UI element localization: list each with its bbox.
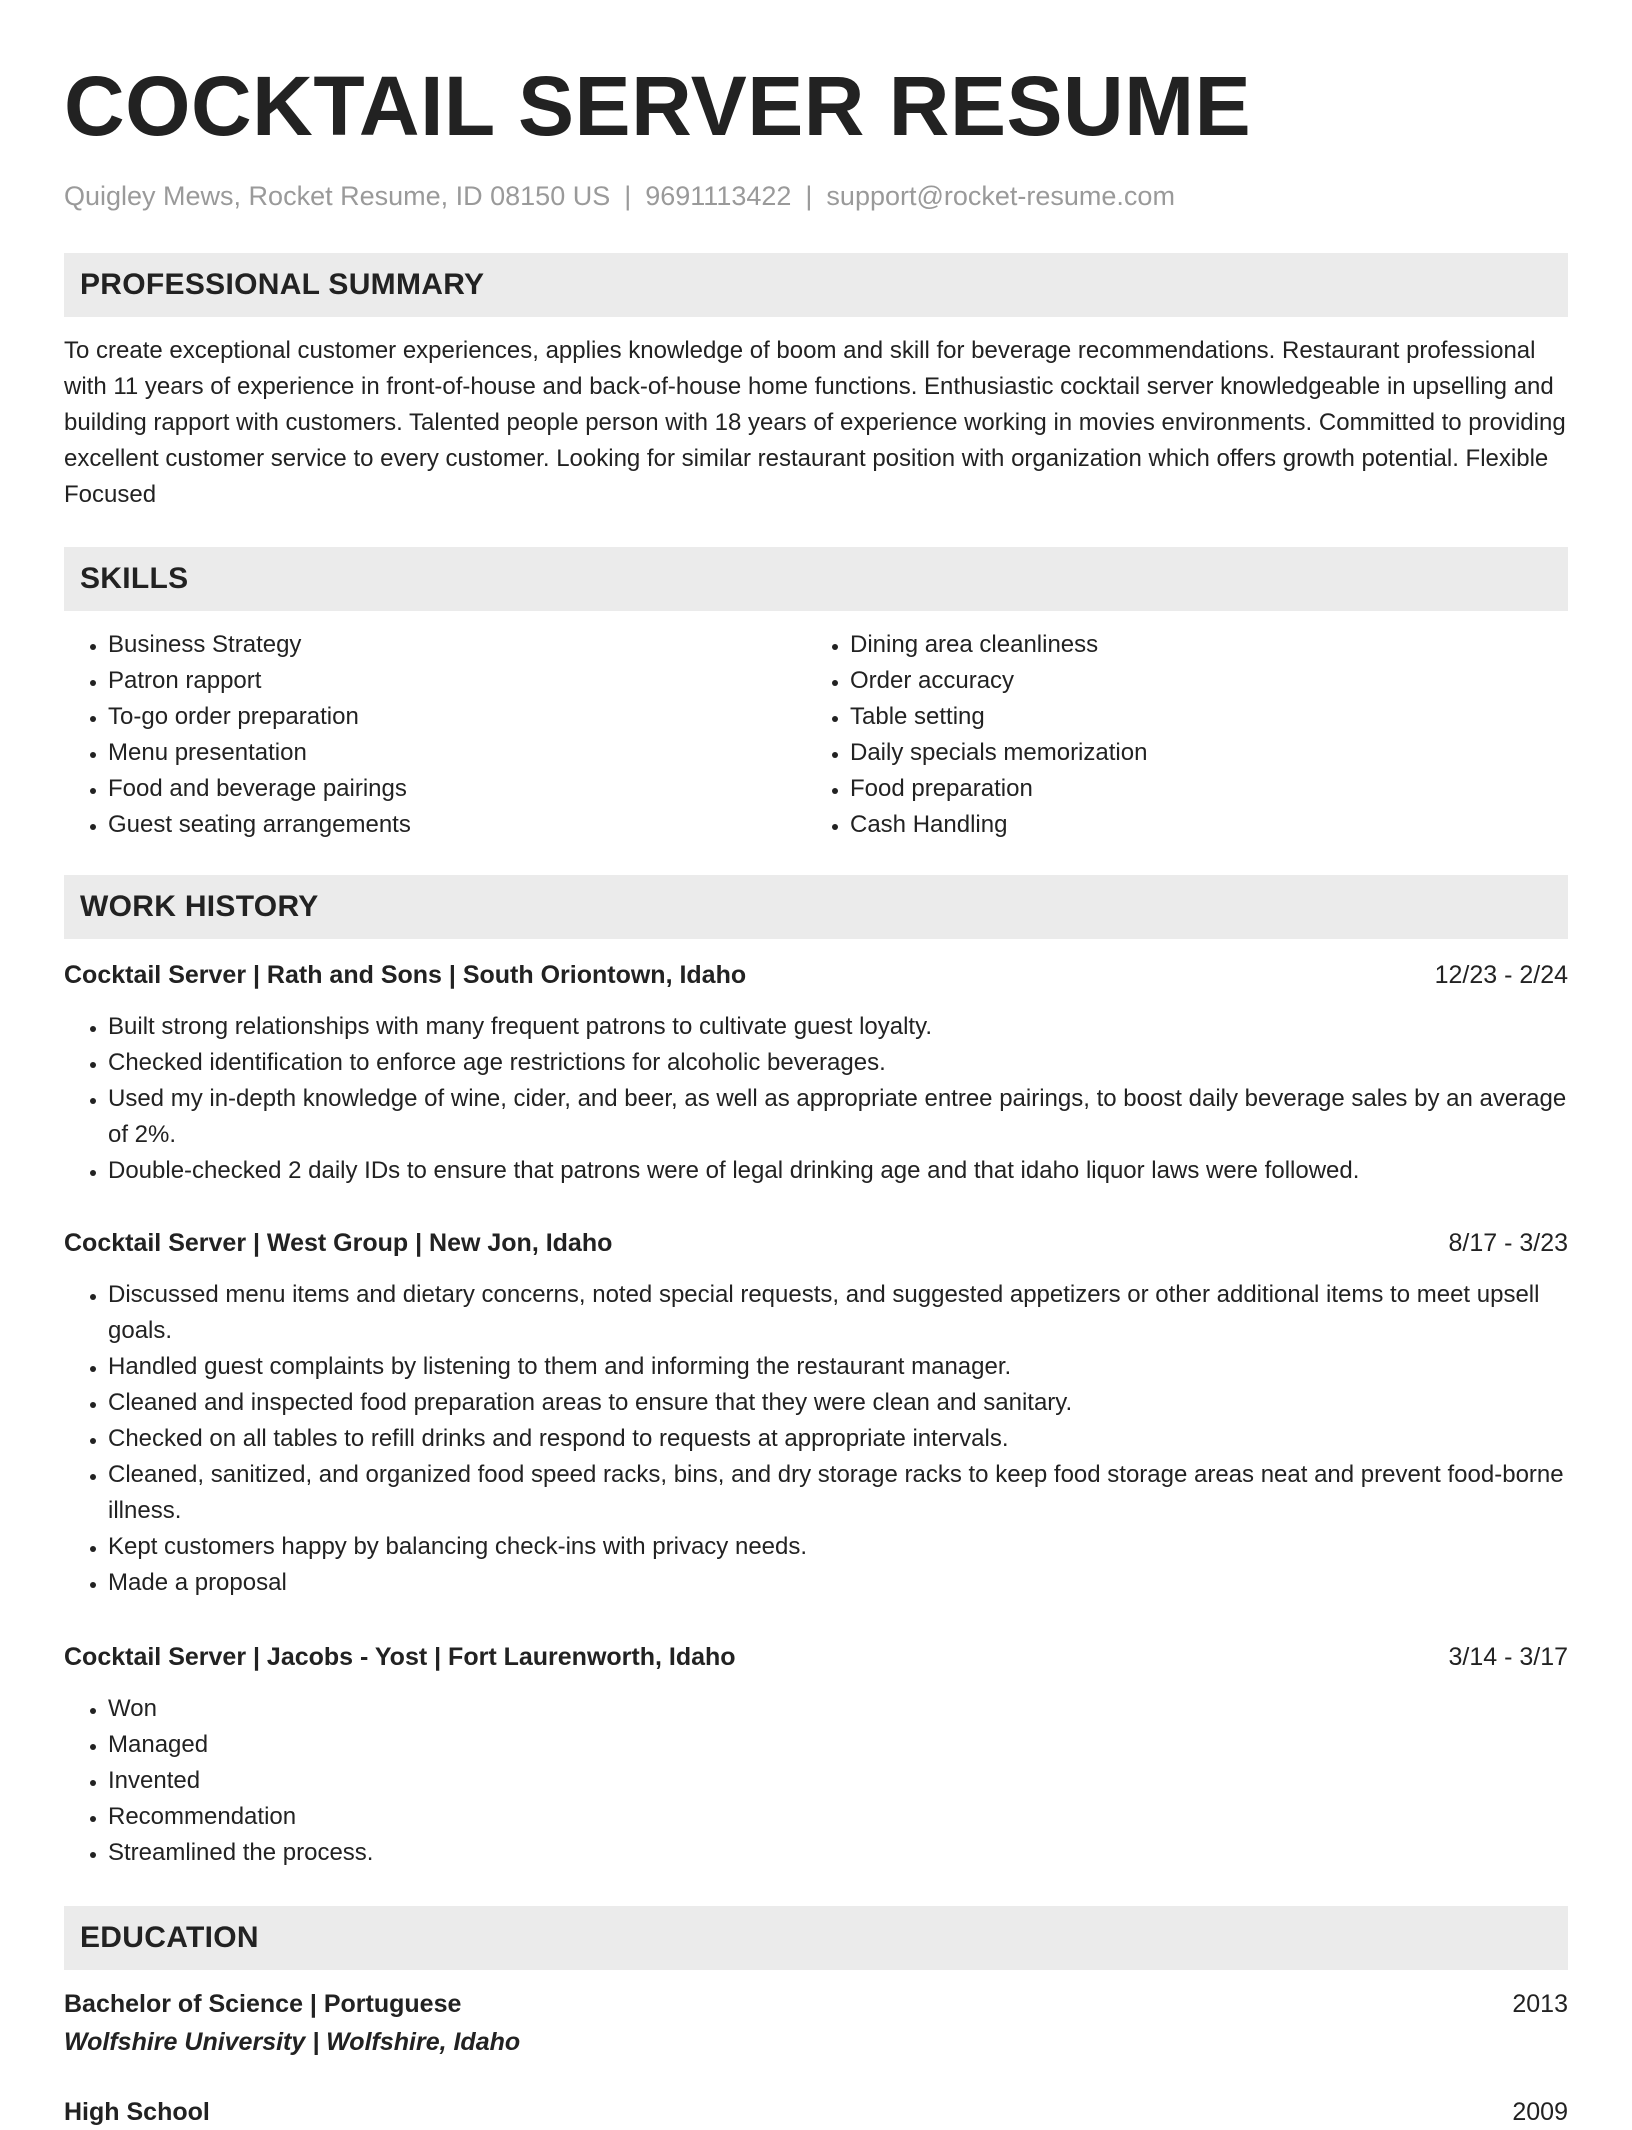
education-section-header <box>64 1906 1568 1970</box>
skill-item: • Menu presentation <box>108 735 806 771</box>
skill-item: • Order accuracy <box>850 663 1548 699</box>
education-header <box>64 1986 1568 2022</box>
skill-item: • Guest seating arrangements <box>108 807 806 843</box>
summary-section-header <box>64 253 1568 317</box>
work-section-header <box>64 875 1568 939</box>
contact-separator: | <box>805 181 813 211</box>
education-degree: Bachelor of Science | Portuguese <box>64 1990 462 2018</box>
summary-section <box>64 333 1568 513</box>
job-entry <box>64 957 1568 1189</box>
job-bullet: • Checked on all tables to refill drinks and respond to requests at appropriate intervals. <box>108 1421 1568 1457</box>
education-heading: EDUCATION <box>80 1921 259 1954</box>
job-bullets <box>64 1277 1568 1601</box>
skill-item: • Table setting <box>850 699 1548 735</box>
work-heading: WORK HISTORY <box>80 890 319 923</box>
job-dates: 8/17 - 3/23 <box>1448 1229 1568 1257</box>
education-year: 2009 <box>1512 2098 1568 2126</box>
job-bullets <box>64 1691 1568 1871</box>
skill-item: • Food and beverage pairings <box>108 771 806 807</box>
job-bullet: • Cleaned and inspected food preparation areas to ensure that they were clean and sanitary. <box>108 1385 1568 1421</box>
education-year: 2013 <box>1512 1990 1568 2018</box>
contact-phone: 9691113422 <box>645 181 792 211</box>
job-header <box>64 1639 1568 1675</box>
summary-text: To create exceptional customer experiences, applies knowledge of boom and skill for beverage recommendations. Restaurant professional with 11 years of experience in front-of-house and back-of-house home functions. Enthusiastic cocktail server knowledgeable in upselling and building rapport with customers. Talented people person with 18 years of experience working in movies environments. Committed to providing excellent customer service to every customer. Looking for similar restaurant position with organization which offers growth potential. Flexible Focused <box>64 337 1566 508</box>
skill-item: • Cash Handling <box>850 807 1548 843</box>
education-entry <box>64 2094 1568 2130</box>
job-bullet: • Made a proposal <box>108 1565 1568 1601</box>
job-bullet: • Double-checked 2 daily IDs to ensure that patrons were of legal drinking age and that idaho liquor laws were followed. <box>108 1153 1568 1189</box>
skill-item: • Dining area cleanliness <box>850 627 1548 663</box>
skills-section-header <box>64 547 1568 611</box>
job-bullet: • Managed <box>108 1727 1568 1763</box>
job-title: Cocktail Server | Rath and Sons | South Oriontown, Idaho <box>64 961 747 989</box>
job-header <box>64 957 1568 993</box>
job-bullet: • Discussed menu items and dietary concerns, noted special requests, and suggested appetizers or other additional items to meet upsell goals. <box>108 1277 1568 1349</box>
job-bullet: • Recommendation <box>108 1799 1568 1835</box>
job-bullet: • Won <box>108 1691 1568 1727</box>
skill-item: • To-go order preparation <box>108 699 806 735</box>
summary-heading: PROFESSIONAL SUMMARY <box>80 268 485 301</box>
job-header <box>64 1225 1568 1261</box>
job-bullet: • Used my in-depth knowledge of wine, cider, and beer, as well as appropriate entree pairings, to boost daily beverage sales by an average of 2%. <box>108 1081 1568 1153</box>
skills-heading: SKILLS <box>80 562 189 595</box>
job-entry <box>64 1225 1568 1601</box>
skill-item: • Food preparation <box>850 771 1548 807</box>
skill-item: • Patron rapport <box>108 663 806 699</box>
job-bullet: • Built strong relationships with many frequent patrons to cultivate guest loyalty. <box>108 1009 1568 1045</box>
job-bullet: • Cleaned, sanitized, and organized food speed racks, bins, and dry storage racks to keep food storage areas neat and prevent food-borne illness. <box>108 1457 1568 1529</box>
skill-item: • Daily specials memorization <box>850 735 1548 771</box>
skills-column-right <box>806 627 1548 843</box>
contact-line <box>64 178 1568 214</box>
skill-item: • Business Strategy <box>108 627 806 663</box>
job-bullet: • Kept customers happy by balancing check-ins with privacy needs. <box>108 1529 1568 1565</box>
education-school: Wolfshire University | Wolfshire, Idaho <box>64 2028 521 2056</box>
job-title: Cocktail Server | Jacobs - Yost | Fort Laurenworth, Idaho <box>64 1643 736 1671</box>
job-bullet: • Invented <box>108 1763 1568 1799</box>
skills-column-left <box>64 627 806 843</box>
contact-separator: | <box>624 181 632 211</box>
job-entry <box>64 1639 1568 1871</box>
contact-email[interactable]: support@rocket-resume.com <box>826 181 1175 211</box>
skills-grid <box>64 627 1568 843</box>
job-dates: 12/23 - 2/24 <box>1434 961 1568 989</box>
job-bullet: • Streamlined the process. <box>108 1835 1568 1871</box>
education-header <box>64 2094 1568 2130</box>
job-bullets <box>64 1009 1568 1189</box>
contact-address: Quigley Mews, Rocket Resume, ID 08150 US <box>64 181 611 211</box>
job-title: Cocktail Server | West Group | New Jon, Idaho <box>64 1229 613 1257</box>
education-entry <box>64 1986 1568 2062</box>
job-dates: 3/14 - 3/17 <box>1448 1643 1568 1671</box>
skills-section <box>64 627 1568 843</box>
job-bullet: • Handled guest complaints by listening to them and informing the restaurant manager. <box>108 1349 1568 1385</box>
page-title: COCKTAIL SERVER RESUME <box>64 59 1252 153</box>
job-bullet: • Checked identification to enforce age restrictions for alcoholic beverages. <box>108 1045 1568 1081</box>
resume-header <box>64 56 1568 214</box>
education-degree: High School <box>64 2098 210 2126</box>
